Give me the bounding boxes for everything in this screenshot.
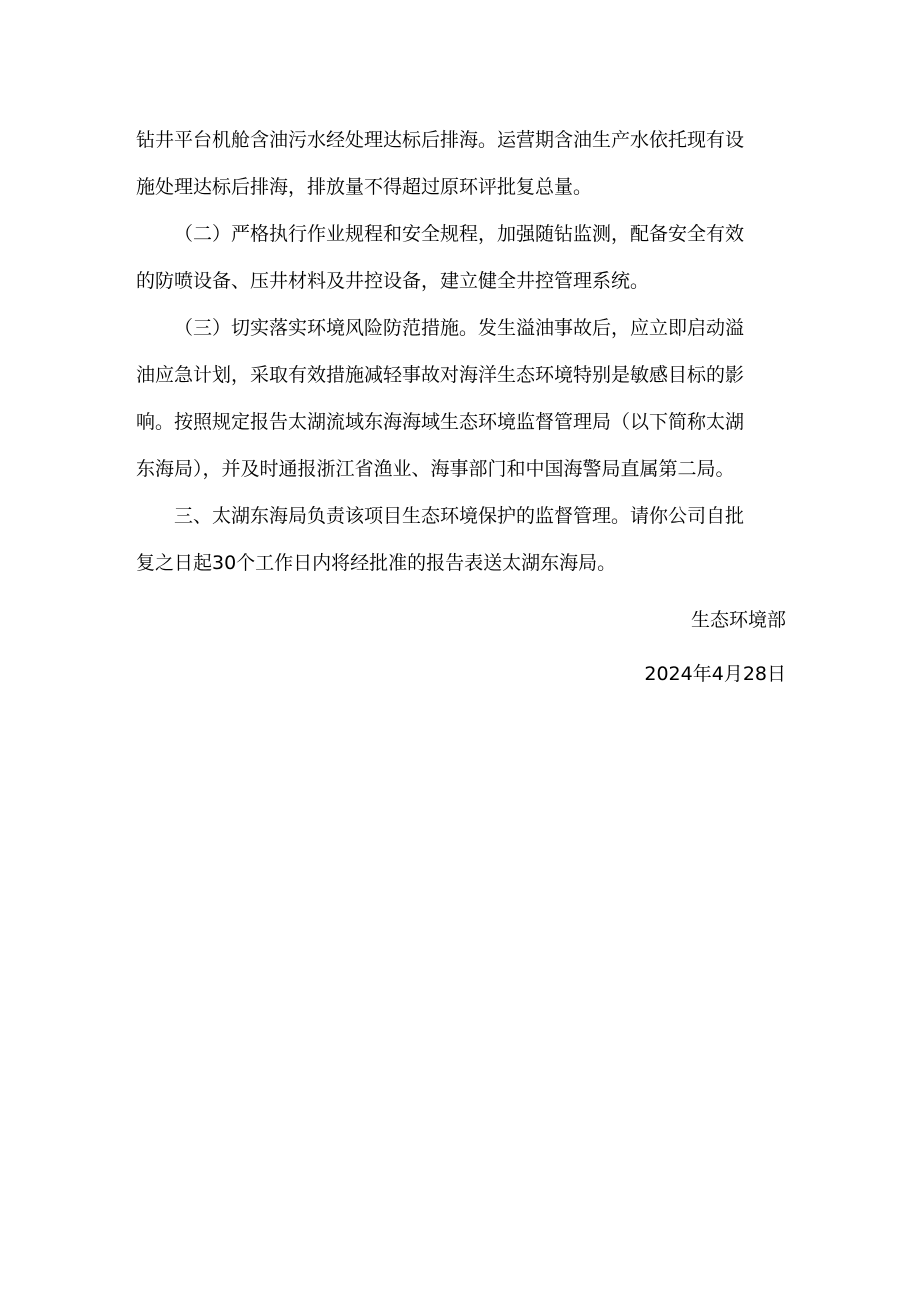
paragraph-1-line-2: 施处理达标后排海，排放量不得超过原环评批复总量。 bbox=[136, 176, 593, 198]
paragraph-4-line-1: 三、太湖东海局负责该项目生态环境保护的监督管理。请你公司自批 bbox=[174, 505, 745, 527]
paragraph-1-line-1: 钻井平台机舱含油污水经处理达标后排海。运营期含油生产水依托现有设 bbox=[136, 129, 745, 151]
paragraph-3-line-3: 响。按照规定报告太湖流域东海海域生态环境监督管理局（以下简称太湖 bbox=[136, 411, 745, 433]
signature-organization: 生态环境部 bbox=[690, 609, 786, 631]
paragraph-3-line-1: （三）切实落实环境风险防范措施。发生溢油事故后，应立即启动溢 bbox=[174, 317, 745, 339]
signature-date: 2024年4月28日 bbox=[644, 663, 786, 685]
paragraph-4-line-2: 复之日起30个工作日内将经批准的报告表送太湖东海局。 bbox=[136, 552, 617, 574]
paragraph-3-line-2: 油应急计划，采取有效措施减轻事故对海洋生态环境特别是敏感目标的影 bbox=[136, 364, 745, 386]
paragraph-2-line-2: 的防喷设备、压井材料及井控设备，建立健全井控管理系统。 bbox=[136, 270, 650, 292]
paragraph-2-line-1: （二）严格执行作业规程和安全规程，加强随钻监测，配备安全有效 bbox=[174, 223, 745, 245]
paragraph-3-line-4: 东海局），并及时通报浙江省渔业、海事部门和中国海警局直属第二局。 bbox=[136, 458, 735, 480]
